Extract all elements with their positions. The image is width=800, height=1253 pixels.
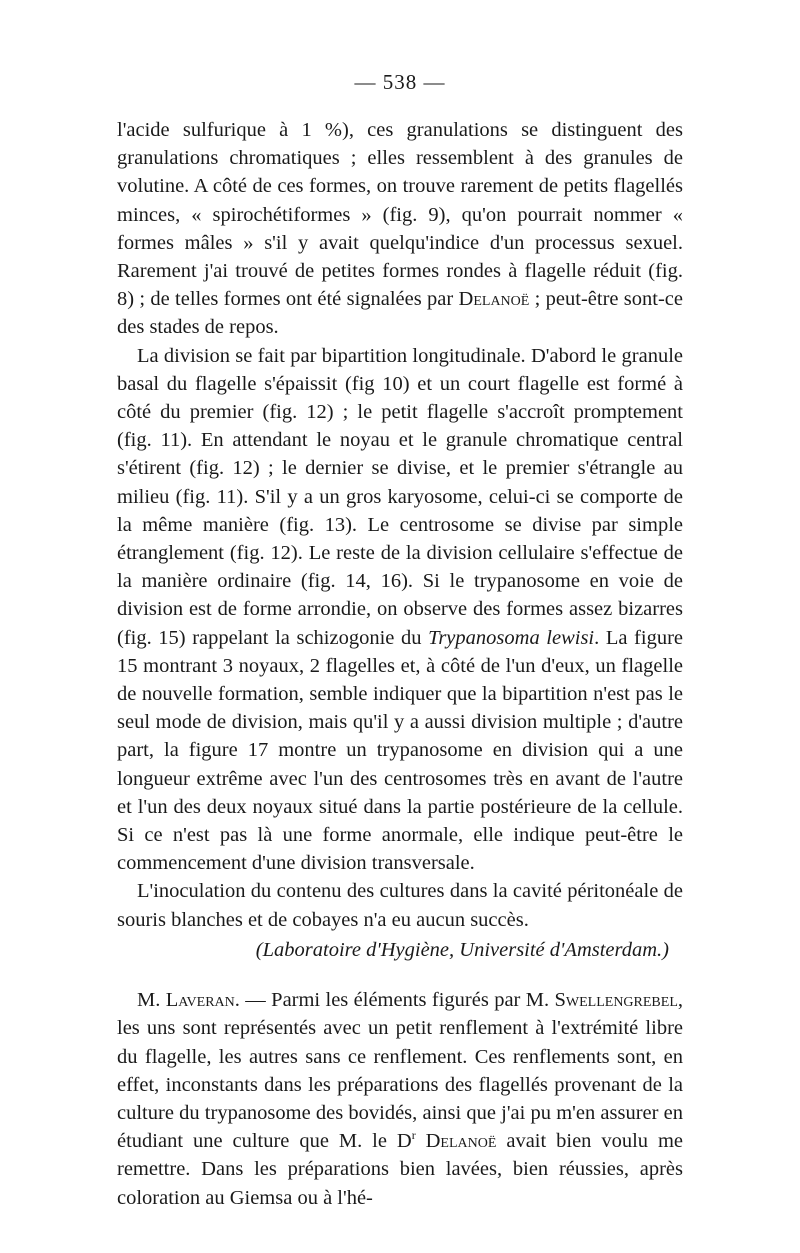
text-segment: avait bien voulu me remettre. Dans les préparations bien lavées, bien réussies, après coloration au Giemsa ou à l'hé-	[117, 1130, 684, 1209]
speaker-name: M. Laveran.	[137, 989, 240, 1012]
superscript: r	[411, 1128, 416, 1143]
paragraph-granulations	[117, 116, 683, 342]
text-segment: . La figure 15 montrant 3 noyaux, 2 flagelles et, à côté de l'un d'eux, un flagelle de nouvelle formation, semble indiquer que la bipartition n'est pas le seul mode de division, mais qu'il y a aussi division multiple ; d'autre part, la figure 17 montre un trypanosome en division qui a une longueur extrême avec l'un des centrosomes très en avant de l'autre et l'un des deux noyaux situé dans la partie postérieure de la cellule. Si ce n'est pas là une forme anormale, elle indique peut-être le commencement d'une division transversale.	[117, 626, 683, 875]
species-name: Trypanosoma lewisi	[428, 626, 595, 649]
body-text	[117, 116, 683, 1212]
text-segment: , les uns sont représentés avec un petit renflement à l'extrémité libre du flagelle, les autres sans ce renflement. Ces renflements sont, en effet, inconstants dans les préparations des flagellés provenant de la culture du trypanosome des bovidés, ainsi que j'ai pu m'en assurer en étudiant une culture que M. le D	[117, 989, 683, 1153]
paragraph-division	[117, 342, 683, 878]
text-segment: l'acide sulfurique à 1 %), ces granulations se distinguent des granulations chromatiques ; elles ressemblent à des granules de volutine. A côté de ces formes, on trouve rarement de petits flagellés minces, « spirochétiformes » (fig. 9), qu'on pourrait nommer « formes mâles » s'il y avait quelqu'indice d'un processus sexuel. Rarement j'ai trouvé de petites formes rondes à flagelle réduit (fig. 8) ; de telles formes ont été signalées par	[117, 119, 683, 311]
author-name: Delanoë	[458, 288, 530, 311]
text-segment: — Parmi les éléments figurés par M.	[239, 989, 555, 1012]
text-segment: ; peut-être sont-ce des stades de repos.	[117, 288, 683, 339]
laboratory-note: (Laboratoire d'Hygiène, Université d'Amsterdam.)	[255, 938, 669, 961]
text-segment: La division se fait par bipartition longitudinale. D'abord le granule basal du flagelle s'épaissit (fig 10) et un court flagelle est formé à côté du premier (fig. 12) ; le petit flagelle s'accroît promptement (fig. 11). En attendant le noyau et le granule chromatique central s'étirent (fig. 12) ; le dernier se divise, et le premier s'étrangle au milieu (fig. 11). S'il y a un gros karyosome, celui-ci se comporte de la même manière (fig. 13). Le centrosome se divise par simple étranglement (fig. 12). Le reste de la division cellulaire s'effectue de la manière ordinaire (fig. 14, 16). Si le trypanosome en voie de division est de forme arrondie, on observe des formes assez bizarres (fig. 15) rappelant la schizogonie du	[117, 344, 683, 649]
text-segment: L'inoculation du contenu des cultures dans la cavité péritonéale de souris blanches et de cobayes n'a eu aucun succès.	[117, 880, 683, 931]
paragraph-inoculation	[117, 877, 683, 933]
page-number: — 538 —	[354, 70, 446, 94]
author-name: Delanoë	[425, 1130, 497, 1153]
paragraph-laveran	[117, 986, 683, 1212]
author-name: Swellengrebel	[554, 989, 678, 1012]
